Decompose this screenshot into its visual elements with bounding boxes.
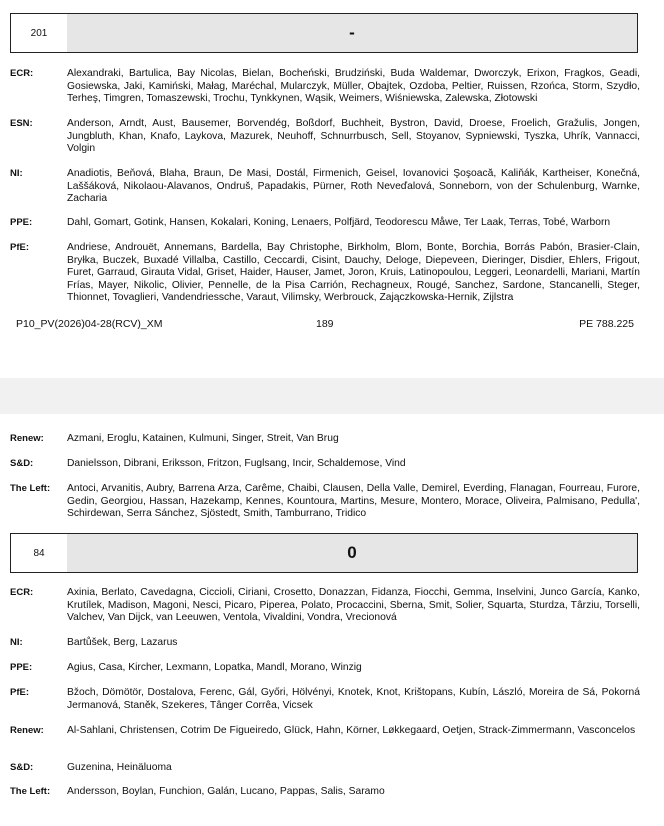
group-members: Bartůšek, Berg, Lazarus [67,637,178,648]
page-separator [0,378,664,414]
group-members: Andriese, Androuët, Annemans, Bardella, Bay Christophe, Birkholm, Blom, Bonte, Borchia, Borrás Pabón, Brasier-Clain, Bryłka, Buczek, Buxadé Villalba, Castillo, Ceccardi, Cisint, Dauchy, Deloge, Diepeveen, Dieringer, Disdier, Ehlers, Frigout, Furet, Garraud, Girauta Vidal, Griset, Haider, Hauser, Jamet, Joron, Kruis, Latinopoulou, Leggeri, Leonardelli, Mariani, Martín Frías, Mayer, Nikolic, Olivier, Pennelle, de la Pisa Carrión, Rechagneux, Rougé, Sanchez, Sardone, Stancanelli, Steger, Thionnet, Tovaglieri, Vandendriessche, Varaut, Vilimsky, Werbrouck, Zajączkowska-Hernik, Zijlstra [67,242,640,303]
group-label: The Left: [10,786,51,797]
group-members: Bžoch, Dömötör, Dostalova, Ferenc, Gál, Győri, Hölvényi, Knotek, Knot, Krištopans, Kubín, László, Moreira de Sá, Pokorná Jermanová, Staněk, Szekeres, Tânger Corrêa, Vicsek [67,687,640,711]
vote-count-box [10,13,638,53]
document-page-189 [0,0,664,378]
group-label: ECR: [10,587,34,598]
group-label: S&D: [10,458,34,469]
group-members: Al-Sahlani, Christensen, Cotrim De Figueiredo, Glück, Hahn, Körner, Løkkegaard, Oetjen, Strack-Zimmermann, Vasconcelos [67,725,636,736]
vote-count: 201 [11,14,68,52]
group-members: Andersson, Boylan, Funchion, Galán, Lucano, Pappas, Salis, Saramo [67,786,385,797]
group-members: Azmani, Eroglu, Katainen, Kulmuni, Singer, Streit, Van Brug [67,433,339,444]
document-page-190 [0,414,664,826]
group-label: Renew: [10,433,44,444]
group-label: NI: [10,637,23,648]
vote-symbol: - [67,14,637,52]
group-label: S&D: [10,762,34,773]
group-label: ESN: [10,118,33,129]
group-label: NI: [10,168,23,179]
vote-count: 84 [11,534,68,572]
group-label: PfE: [10,687,29,698]
group-members: Anadiotis, Beňová, Blaha, Braun, De Masi, Dostál, Firmenich, Geisel, Iovanovici Şoşoacă, Kaliňák, Kartheiser, Konečná, Laššáková, Nikolaou-Alavanos, Ondruš, Papadakis, Pürner, Roth Neveďalová, Sonneborn, von der Schulenburg, Warnke, Zacharia [67,168,640,204]
group-members: Dahl, Gomart, Gotink, Hansen, Kokalari, Koning, Lenaers, Polfjärd, Teodorescu Måwe, Ter Laak, Terras, Tobé, Warborn [67,217,611,228]
document-reference: P10_PV(2026)04-28(RCV)_XM [16,318,163,330]
group-label: ECR: [10,68,34,79]
vote-symbol: 0 [67,534,637,572]
group-members: Antoci, Arvanitis, Aubry, Barrena Arza, Carême, Chaibi, Clausen, Della Valle, Demirel, Everding, Flanagan, Fourreau, Furore, Gedin, Georgiou, Hassan, Hazekamp, Kennes, Kountoura, Martins, Mesure, Montero, Morace, Oliveira, Palmisano, Pedulla', Schirdewan, Serra Sánchez, Sjöstedt, Smith, Tamburrano, Tridico [67,483,640,519]
group-members: Axinia, Berlato, Cavedagna, Ciccioli, Ciriani, Crosetto, Donazzan, Fidanza, Fiocchi, Gemma, Inselvini, Junco García, Kanko, Krutílek, Madison, Magoni, Nesci, Picaro, Piperea, Polato, Procaccini, Sberna, Smit, Solier, Squarta, Sturdza, Târziu, Torselli, Valchev, Van Dijck, van Leeuwen, Ventola, Vivaldini, Vondra, Vrecionová [67,587,640,623]
group-label: PPE: [10,217,33,228]
page-footer [16,318,634,332]
group-label: Renew: [10,725,44,736]
group-members: Alexandraki, Bartulica, Bay Nicolas, Bielan, Bocheński, Brudziński, Buda Waldemar, Dworczyk, Erixon, Fragkos, Geadi, Gosiewska, Jaki, Kamiński, Małag, Maréchal, Mularczyk, Müller, Obajtek, Ozdoba, Peltier, Ruissen, Rzońca, Storm, Szydło, Terheş, Timgren, Tomaszewski, Trochu, Tynkkynen, Wąsik, Weimers, Wiśniewska, Zalewska, Złotowski [67,68,640,104]
page-number: 189 [316,318,334,330]
group-members: Guzenina, Heinäluoma [67,762,172,773]
pe-number: PE 788.225 [579,318,634,330]
group-members: Danielsson, Dibrani, Eriksson, Fritzon, Fuglsang, Incir, Schaldemose, Vind [67,458,406,469]
group-members: Agius, Casa, Kircher, Lexmann, Lopatka, Mandl, Morano, Winzig [67,662,362,673]
group-label: PPE: [10,662,33,673]
vote-count-box [10,533,638,573]
group-label: The Left: [10,483,51,494]
group-label: PfE: [10,242,29,253]
group-members: Anderson, Arndt, Aust, Bausemer, Borvendég, Boßdorf, Buchheit, Bystron, David, Droese, Froelich, Gražulis, Jongen, Jungbluth, Khan, Knafo, Laykova, Mazurek, Neuhoff, Schnurrbusch, Sell, Stoyanov, Sypniewski, Tyszka, Uhrík, Vannacci, Volgin [67,118,640,154]
